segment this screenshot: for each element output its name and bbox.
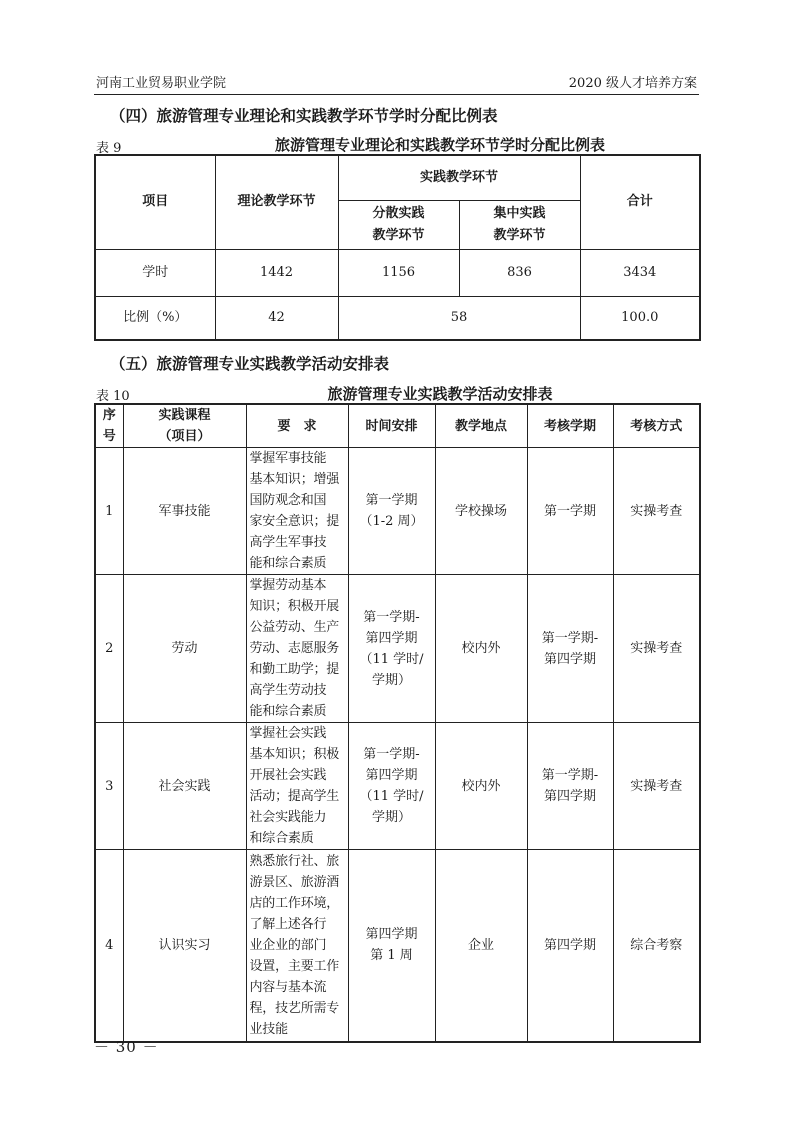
t10-row2-method: 实操考查 (613, 575, 700, 723)
table-9-title: 旅游管理专业理论和实践教学环节学时分配比例表 (274, 136, 605, 154)
req-line: 高学生军事技 (249, 535, 327, 550)
term-line: 第四学期 (543, 789, 596, 804)
t9-header-item: 项目 (95, 155, 215, 249)
t10-row3-term (527, 723, 613, 850)
time-line: 第一学期- (363, 609, 420, 625)
time-line: 第一学期 (365, 493, 418, 508)
t10-row2-term (527, 575, 613, 723)
t9-header-practice: 实践教学环节 (338, 155, 580, 200)
t10-header-course-l1: 实践课程 (158, 408, 211, 423)
t10-row4-course: 认识实习 (123, 850, 246, 1042)
req-line: 社会实践能力 (249, 810, 327, 825)
t10-row2-no: 2 (95, 575, 123, 723)
table-9 (94, 154, 701, 341)
t9-hours-total: 3434 (580, 249, 700, 296)
time-line: 第一学期- (363, 747, 420, 762)
t10-row3-course: 社会实践 (123, 723, 246, 850)
t9-hours-scattered: 1156 (338, 249, 459, 296)
time-line: （11 学时/ (359, 651, 424, 667)
req-line: 业技能 (249, 1021, 288, 1037)
t10-header-place: 教学地点 (435, 404, 527, 448)
req-line: 业企业的部门 (249, 937, 327, 953)
t9-header-theory: 理论教学环节 (215, 155, 338, 249)
t9-header-total: 合计 (580, 155, 700, 249)
req-line: 能和综合素质 (249, 704, 327, 719)
t10-row3-place: 校内外 (435, 723, 527, 850)
t10-row1-term (527, 448, 613, 575)
t10-row2-requirement (246, 575, 348, 723)
req-line: 和综合素质 (249, 831, 314, 846)
t10-header-no-l1: 序 (102, 408, 116, 423)
t10-header-time: 时间安排 (348, 404, 435, 448)
t10-row4-place: 企业 (435, 850, 527, 1042)
req-line: 熟悉旅行社、旅 (249, 853, 340, 869)
req-line: 掌握劳动基本 (249, 578, 327, 593)
table-9-label: 表 9 (96, 141, 122, 156)
req-line: 游景区、旅游酒 (249, 874, 340, 890)
header-divider (94, 94, 699, 95)
req-line: 活动；提高学生 (249, 789, 340, 804)
t9-header-scattered-l2: 教学环节 (372, 227, 425, 243)
t10-row4-term (527, 850, 613, 1042)
table-10 (94, 403, 701, 1043)
req-line: 基本知识；积极 (249, 747, 340, 762)
header-plan: 2020 级人才培养方案 (568, 76, 697, 91)
t10-row2-time (348, 575, 435, 723)
t10-row3-requirement (246, 723, 348, 850)
req-line: 开展社会实践 (249, 768, 327, 783)
req-line: 掌握军事技能 (249, 451, 327, 466)
t10-row2-place: 校内外 (435, 575, 527, 723)
t10-row1-place: 学校操场 (435, 448, 527, 575)
t10-header-term: 考核学期 (527, 404, 613, 448)
req-line: 能和综合素质 (249, 556, 327, 571)
section-5-title: （五）旅游管理专业实践教学活动安排表 (110, 355, 390, 373)
time-line: （11 学时/ (359, 789, 424, 804)
t9-ratio-total: 100.0 (580, 296, 700, 340)
req-line: 公益劳动、生产 (249, 620, 340, 635)
time-line: 第四学期 (365, 768, 418, 783)
page-number: － 30 － (94, 1038, 159, 1056)
t10-row1-requirement (246, 448, 348, 575)
t10-row1-time (348, 448, 435, 575)
time-line: （1-2 周） (359, 514, 424, 529)
t10-row3-method: 实操考查 (613, 723, 700, 850)
t10-header-requirement: 要 求 (246, 404, 348, 448)
time-line: 第 1 周 (370, 948, 413, 964)
req-line: 程，技艺所需专 (249, 1000, 340, 1016)
table-10-label: 表 10 (96, 389, 130, 404)
table-10-title: 旅游管理专业实践教学活动安排表 (327, 385, 553, 403)
time-line: 第四学期 (365, 630, 418, 646)
req-line: 高学生劳动技 (249, 683, 327, 698)
t10-row4-no: 4 (95, 850, 123, 1042)
section-4-title: （四）旅游管理专业理论和实践教学环节学时分配比例表 (110, 107, 498, 125)
t9-header-concentrated (459, 200, 580, 249)
t10-row3-no: 3 (95, 723, 123, 850)
t9-ratio-label: 比例（%） (95, 296, 215, 340)
t9-ratio-practice: 58 (338, 296, 580, 340)
t9-hours-concentrated: 836 (459, 249, 580, 296)
t9-ratio-theory: 42 (215, 296, 338, 340)
t10-header-no-l2: 号 (102, 429, 116, 444)
req-line: 店的工作环境， (249, 895, 340, 911)
t9-header-concentrated-l1: 集中实践 (493, 205, 546, 221)
t9-hours-label: 学时 (95, 249, 215, 296)
t10-header-method: 考核方式 (613, 404, 700, 448)
req-line: 了解上述各行 (249, 916, 327, 932)
t10-row4-method: 综合考察 (613, 850, 700, 1042)
t9-header-scattered (338, 200, 459, 249)
t10-row1-method: 实操考查 (613, 448, 700, 575)
req-line: 设置，主要工作 (249, 958, 340, 974)
t10-row4-time (348, 850, 435, 1042)
req-line: 知识；积极开展 (249, 599, 340, 614)
t10-header-course (123, 404, 246, 448)
t9-header-concentrated-l2: 教学环节 (493, 227, 546, 243)
req-line: 国防观念和国 (249, 493, 327, 508)
t9-header-scattered-l1: 分散实践 (372, 205, 425, 221)
t10-row1-course: 军事技能 (123, 448, 246, 575)
term-line: 第一学期- (541, 630, 599, 646)
t10-header-no (95, 404, 123, 448)
t10-row2-course: 劳动 (123, 575, 246, 723)
time-line: 第四学期 (365, 927, 418, 943)
t10-row1-no: 1 (95, 448, 123, 575)
req-line: 家安全意识；提 (249, 514, 340, 529)
t10-row3-time (348, 723, 435, 850)
req-line: 掌握社会实践 (249, 726, 327, 741)
t10-header-course-l2: （项目） (158, 429, 211, 444)
t9-hours-theory: 1442 (215, 249, 338, 296)
term-line: 第一学期- (541, 768, 599, 783)
time-line: 学期） (371, 672, 411, 688)
header-school: 河南工业贸易职业学院 (96, 76, 227, 91)
req-line: 劳动、志愿服务 (249, 641, 340, 656)
term-line: 第四学期 (543, 651, 596, 667)
req-line: 基本知识；增强 (249, 472, 340, 487)
time-line: 学期） (371, 810, 411, 825)
req-line: 和勤工助学；提 (249, 662, 340, 677)
t10-row4-requirement (246, 850, 348, 1042)
term-line: 第四学期 (543, 937, 596, 953)
term-line: 第一学期 (543, 503, 596, 519)
req-line: 内容与基本流 (249, 979, 327, 995)
